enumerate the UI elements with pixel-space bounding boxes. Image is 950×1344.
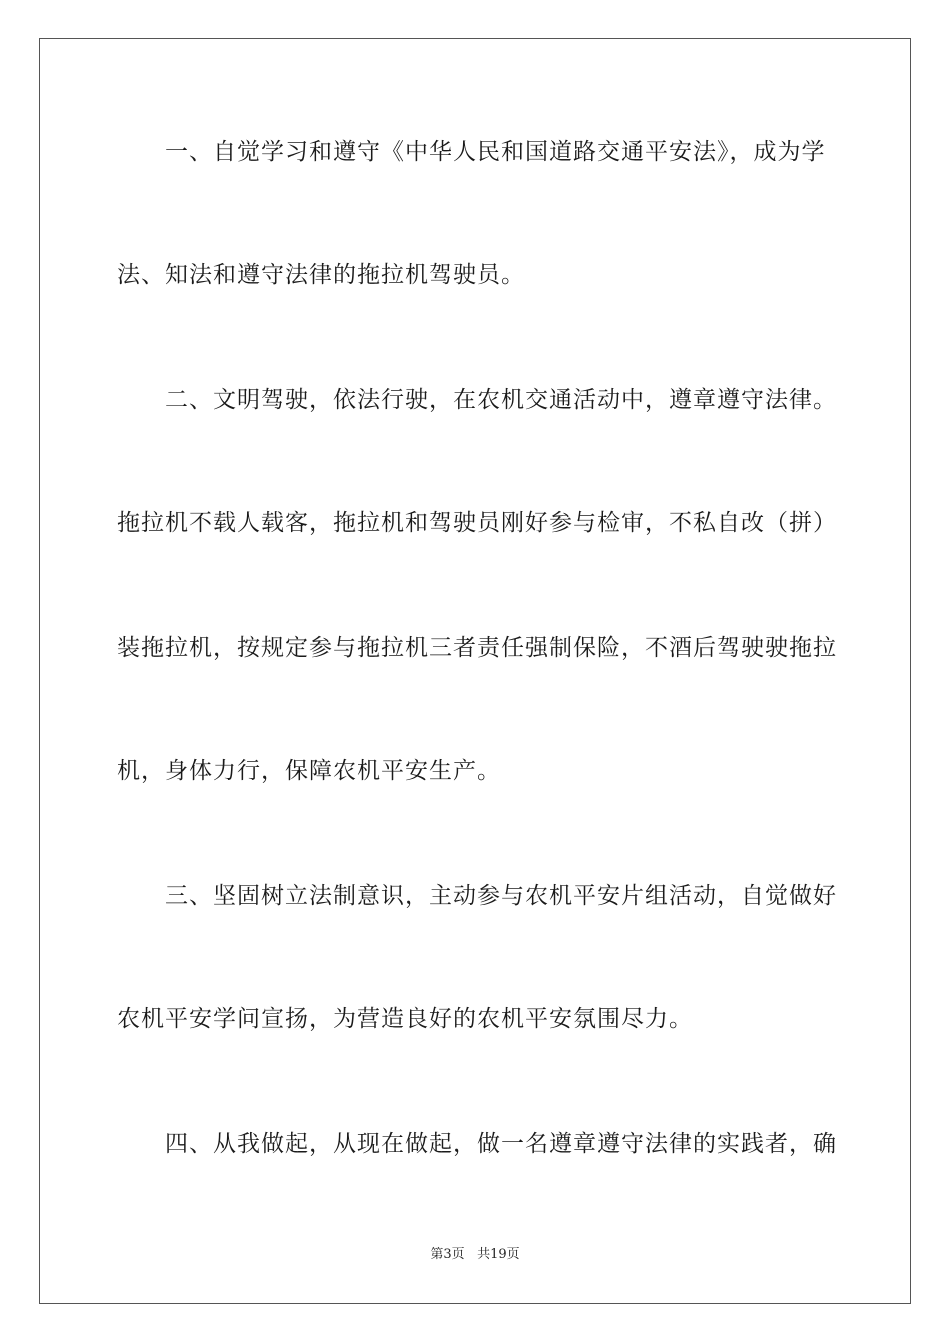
paragraph-1-line-2: 法、知法和遵守法律的拖拉机驾驶员。 xyxy=(117,262,525,288)
page-number: 第3页 xyxy=(430,1247,465,1262)
paragraph-4-line-1: 四、从我做起，从现在做起，做一名遵章遵守法律的实践者，确 xyxy=(165,1131,837,1157)
paragraph-2-line-2: 拖拉机不载人载客，拖拉机和驾驶员刚好参与检审，不私自改（拼） xyxy=(117,510,837,536)
paragraph-2-line-4: 机，身体力行，保障农机平安生产。 xyxy=(117,758,501,784)
page-footer xyxy=(0,1246,950,1264)
paragraph-3-line-1: 三、坚固树立法制意识，主动参与农机平安片组活动，自觉做好 xyxy=(165,883,837,909)
paragraph-2-line-1: 二、文明驾驶，依法行驶，在农机交通活动中，遵章遵守法律。 xyxy=(165,387,837,413)
total-pages: 共19页 xyxy=(477,1247,520,1262)
page-border xyxy=(39,38,911,1304)
paragraph-3-line-2: 农机平安学问宣扬，为营造良好的农机平安氛围尽力。 xyxy=(117,1006,693,1032)
paragraph-2-line-3: 装拖拉机，按规定参与拖拉机三者责任强制保险，不酒后驾驶驶拖拉 xyxy=(117,635,837,661)
paragraph-1-line-1: 一、自觉学习和遵守《中华人民和国道路交通平安法》，成为学 xyxy=(165,139,826,165)
